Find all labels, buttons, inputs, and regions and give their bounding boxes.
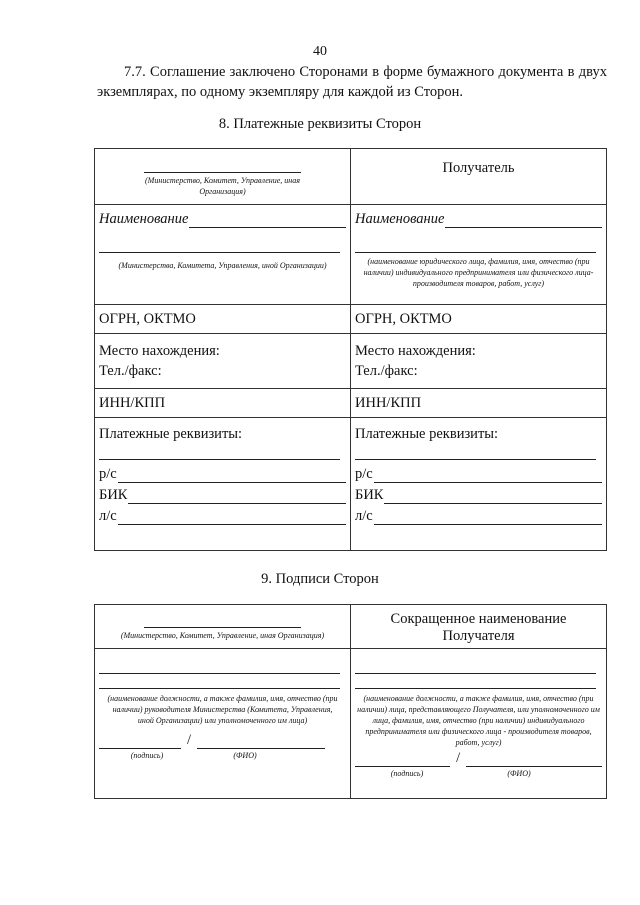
left-location: Место нахождения:	[99, 343, 220, 359]
left-payment-cell	[95, 418, 351, 551]
sig-left-caption: (наименование должности, а также фамилия, имя, отчество (при наличии) руководителя Министерства (Комитета, Управления, иной Организации) или уполномоченного им лица)	[107, 694, 338, 725]
left-rs: р/с	[99, 466, 117, 482]
right-head-title: Получатель	[442, 160, 515, 176]
right-phone: Тел./факс:	[355, 363, 418, 379]
right-bik: БИК	[355, 487, 384, 503]
sig-right-slash: /	[456, 750, 461, 766]
left-inn: ИНН/КПП	[99, 395, 166, 411]
sig-left-podpis: (подпись)	[130, 751, 164, 760]
sig-right-head-cell	[351, 605, 607, 649]
sig-right-caption: (наименование должности, а также фамилия, имя, отчество (при наличии) лица, представляющего Получателя, или уполномоченного им лица, фамилия, имя, отчество (при наличии) индивидуального предпринимателя или физического лица - производителя товаров, работ, услуг)	[357, 694, 600, 747]
right-payment-label: Платежные реквизиты:	[355, 426, 499, 442]
left-ogrn: ОГРН, ОКТМО	[99, 311, 196, 327]
sig-left-cell	[95, 649, 351, 799]
sig-left-slash: /	[187, 732, 192, 748]
left-phone: Тел./факс:	[99, 363, 162, 379]
left-payment-label: Платежные реквизиты:	[99, 426, 243, 442]
payment-details-table	[94, 148, 607, 551]
left-head-caption: (Министерство, Комитет, Управление, иная Организация)	[145, 176, 300, 196]
left-name-cell	[95, 205, 351, 305]
right-rs: р/с	[355, 466, 373, 482]
sig-right-head: Сокращенное наименование Получателя	[390, 611, 567, 644]
left-name-caption: (Министерства, Комитета, Управления, иной Организации)	[118, 261, 327, 270]
right-payment-cell	[351, 418, 607, 551]
left-bik: БИК	[99, 487, 128, 503]
right-ogrn: ОГРН, ОКТМО	[355, 311, 452, 327]
right-location: Место нахождения:	[355, 343, 476, 359]
paragraph-7-7	[97, 62, 607, 102]
section-9-title: 9. Подписи Сторон	[261, 571, 379, 587]
left-head-line	[144, 172, 301, 173]
section-8-title: 8. Платежные реквизиты Сторон	[218, 116, 422, 132]
paragraph-text: 7.7. Соглашение заключено Сторонами в форме бумажного документа в двух экземплярах, по одному экземпляру для каждой из Сторон.	[97, 64, 607, 100]
sig-right-cell	[351, 649, 607, 799]
sig-left-fio: (ФИО)	[233, 751, 257, 760]
right-inn: ИНН/КПП	[355, 395, 422, 411]
right-name-label: Наименование	[355, 211, 445, 227]
left-head-cell	[95, 149, 351, 205]
sig-right-fio: (ФИО)	[507, 769, 531, 778]
right-name-caption: (наименование юридического лица, фамилия, имя, отчество (при наличии) индивидуального предпринимателя или физического лица-производителя товаров, работ, услуг)	[363, 257, 594, 288]
left-name-label: Наименование	[99, 211, 189, 227]
page-number: 40	[313, 44, 327, 59]
right-name-cell	[351, 205, 607, 305]
sig-left-head-cell	[95, 605, 351, 649]
sig-right-podpis: (подпись)	[390, 769, 424, 778]
right-ls: л/с	[355, 508, 373, 524]
right-head-cell	[351, 149, 607, 205]
signatures-table	[94, 604, 607, 799]
sig-left-head-caption: (Министерство, Комитет, Управление, иная Организация)	[120, 631, 325, 640]
left-ls: л/с	[99, 508, 117, 524]
